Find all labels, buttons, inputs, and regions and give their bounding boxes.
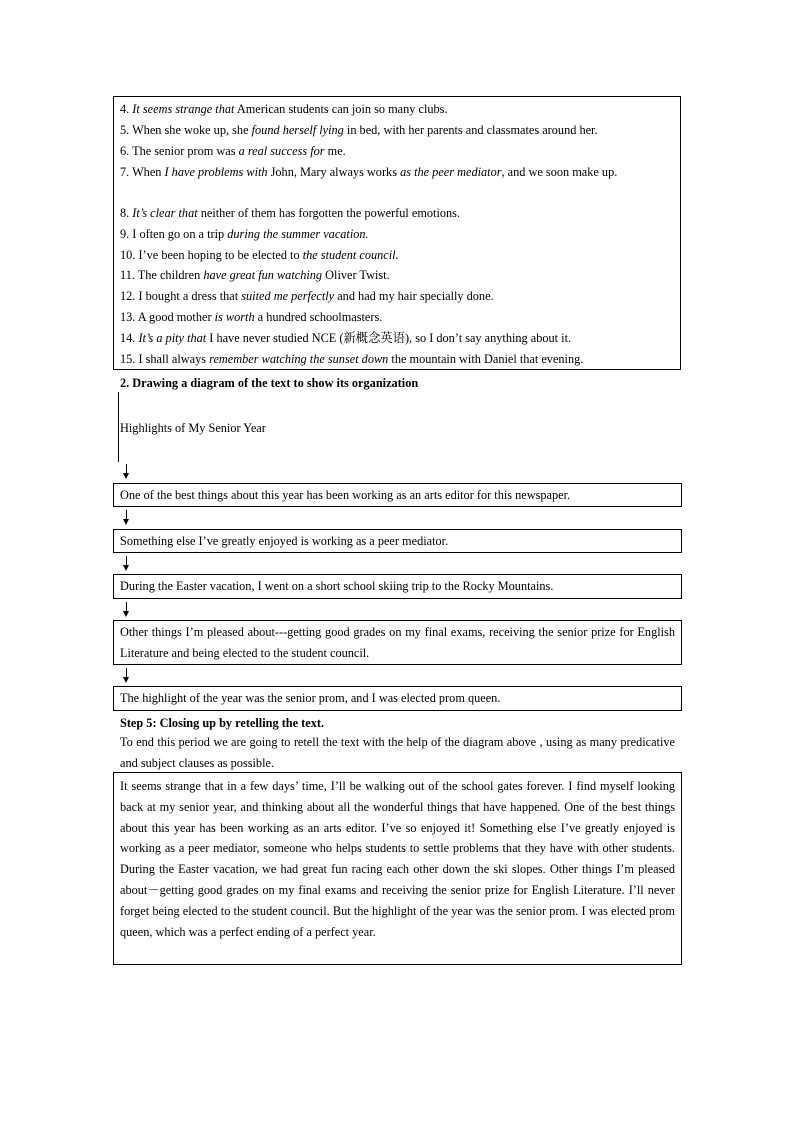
- sentence-item: [120, 224, 674, 245]
- sentence-text: 4.: [120, 102, 133, 116]
- sentence-text: 15. I shall always: [120, 352, 210, 366]
- sentence-text: John, Mary always works: [267, 165, 401, 179]
- sentence-text: 6. The senior prom was: [120, 144, 239, 158]
- sentence-text: , and we soon make up.: [501, 165, 618, 179]
- sentence-text: 9. I often go on a trip: [120, 227, 228, 241]
- retelling-box: It seems strange that in a few days’ time, I’ll be walking out of the school gates forever. I find myself looking back at my senior year, and thinking about all the wonderful things that have happened. One of the best things about this year has been working as an arts editor. I’ve so enjoyed it! Something else I’ve greatly enjoyed is working as a peer mediator, someone who helps students to settle problems that they have with other students. During the Easter vacation, we had great fun racing each other down the ski slopes. Other things I’m pleased about－getting good grades on my final exams and receiving the senior prize for English Literature. I’ll never forget being elected to the student council. But the highlight of the year was the senior prom. I was elected prom queen, which was a perfect ending of a perfect year.: [113, 772, 682, 965]
- sentence-italic-phrase: found herself lying: [251, 123, 344, 137]
- sentence-text: 13. A good mother: [120, 310, 215, 324]
- diagram-title: Highlights of My Senior Year: [120, 421, 266, 435]
- sentence-item: [120, 99, 674, 120]
- sentence-italic-phrase: It’s a pity that: [138, 331, 207, 345]
- sentence-italic-phrase: a real success for: [238, 144, 325, 158]
- example-sentences-box: [113, 96, 681, 370]
- sentence-item: [120, 245, 674, 266]
- sentence-text: 11. The children: [120, 268, 204, 282]
- sentence-text: in bed, with her parents and classmates around her.: [343, 123, 598, 137]
- sentence-text: 7. When: [120, 165, 165, 179]
- diagram-box: The highlight of the year was the senior prom, and I was elected prom queen.: [113, 686, 682, 711]
- arrow-down-icon: [121, 510, 133, 526]
- sentence-text: 12. I bought a dress that: [120, 289, 242, 303]
- sentence-item: [120, 265, 674, 286]
- sentence-italic-phrase: is worth: [214, 310, 255, 324]
- step-heading: Step 5: Closing up by retelling the text.: [120, 716, 325, 730]
- sentence-text: Oliver Twist.: [322, 268, 390, 282]
- step-intro-paragraph: To end this period we are going to retell the text with the help of the diagram above , using as many predicative and subject clauses as possible.: [120, 735, 675, 770]
- sentence-text: 8.: [120, 206, 133, 220]
- diagram-vertical-line: [118, 392, 119, 462]
- arrow-down-icon: [121, 668, 133, 684]
- diagram-box: During the Easter vacation, I went on a short school skiing trip to the Rocky Mountains.: [113, 574, 682, 599]
- sentence-italic-phrase: It seems strange that: [132, 102, 235, 116]
- sentence-italic-phrase: remember watching the sunset down: [209, 352, 389, 366]
- sentence-item: [120, 162, 674, 183]
- sentence-item: [120, 349, 674, 370]
- diagram-box: One of the best things about this year has been working as an arts editor for this newspaper.: [113, 483, 682, 507]
- section-heading: 2. Drawing a diagram of the text to show its organization: [120, 376, 419, 390]
- sentence-italic-phrase: during the summer vacation.: [227, 227, 369, 241]
- sentence-text: the mountain with Daniel that evening.: [388, 352, 584, 366]
- sentence-text: American students can join so many clubs.: [234, 102, 448, 116]
- sentence-item: [120, 203, 674, 224]
- sentence-italic-phrase: have great fun watching: [203, 268, 323, 282]
- arrow-down-icon: [121, 602, 133, 618]
- arrow-down-icon: [121, 556, 133, 572]
- sentence-italic-phrase: the student council.: [302, 248, 399, 262]
- arrow-down-icon: [121, 464, 133, 480]
- sentence-text: and had my hair specially done.: [334, 289, 494, 303]
- sentence-item: [120, 141, 674, 162]
- diagram-box: Other things I’m pleased about---getting good grades on my final exams, receiving the senior prize for English Literature and being elected to the student council.: [113, 620, 682, 665]
- sentence-item: [120, 307, 674, 328]
- sentence-text: me.: [324, 144, 346, 158]
- sentence-text: 14.: [120, 331, 139, 345]
- sentence-text: 10. I’ve been hoping to be elected to: [120, 248, 303, 262]
- sentence-item: [120, 286, 674, 307]
- sentence-italic-phrase: as the peer mediator: [400, 165, 502, 179]
- sentence-text: I have never studied NCE (新概念英语), so I don’t say anything about it.: [206, 331, 572, 345]
- sentence-italic-phrase: It’s clear that: [132, 206, 198, 220]
- sentence-italic-phrase: I have problems with: [164, 165, 268, 179]
- sentence-italic-phrase: suited me perfectly: [241, 289, 335, 303]
- sentence-text: neither of them has forgotten the powerful emotions.: [197, 206, 461, 220]
- sentence-text: a hundred schoolmasters.: [254, 310, 383, 324]
- sentence-text: 5. When she woke up, she: [120, 123, 252, 137]
- sentence-item: [120, 120, 674, 141]
- diagram-box: Something else I’ve greatly enjoyed is working as a peer mediator.: [113, 529, 682, 553]
- sentence-item: [120, 328, 674, 349]
